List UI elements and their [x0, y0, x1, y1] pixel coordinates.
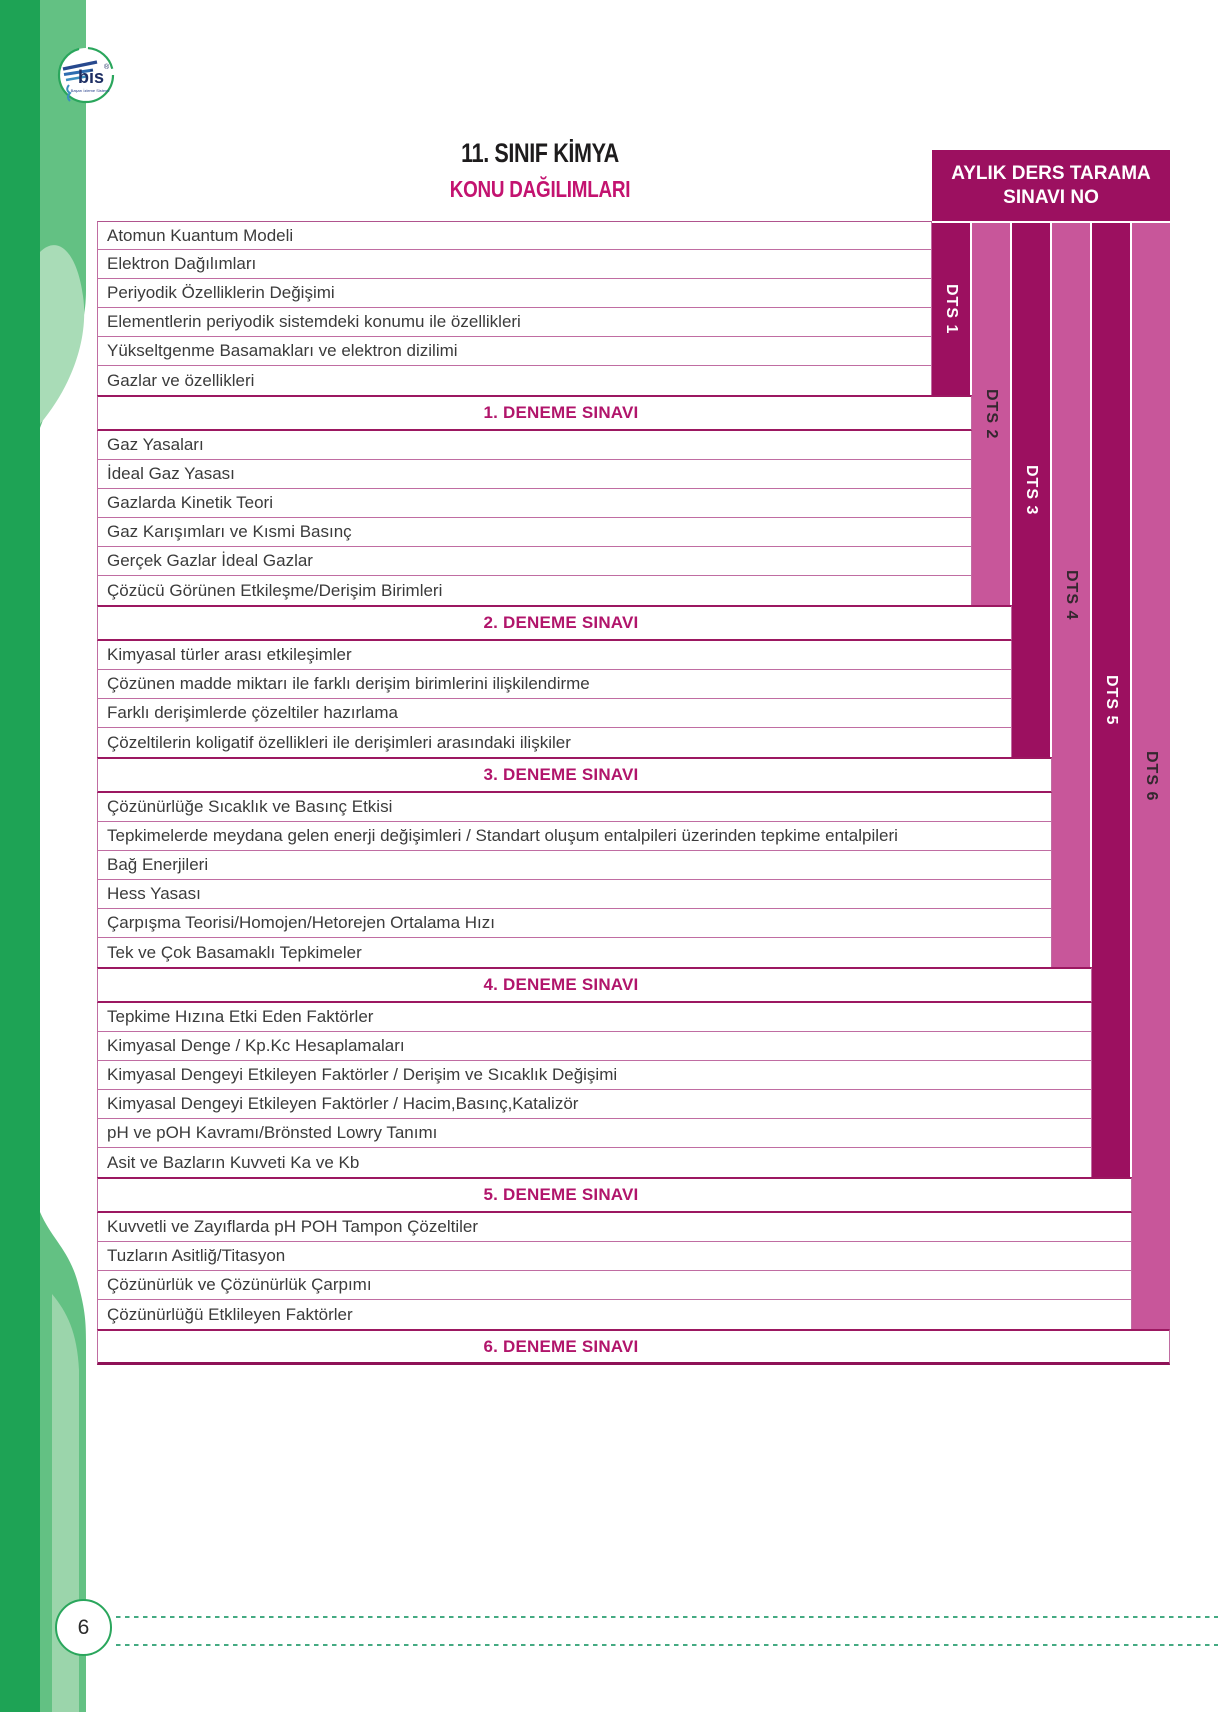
logo-bis-text: bis	[78, 67, 105, 87]
topic-row: Çözünürlük ve Çözünürlük Çarpımı	[97, 1271, 1132, 1300]
topic-row: Çözünürlüğü Etklileyen Faktörler	[97, 1300, 1132, 1329]
exam-row	[97, 1329, 1170, 1365]
topic-row: Bağ Enerjileri	[97, 851, 1052, 880]
dts-column-bar	[932, 223, 970, 395]
topic-row: Tuzların Asitliğ/Titasyon	[97, 1242, 1132, 1271]
page-number-badge	[55, 1599, 112, 1656]
topic-row: Kimyasal Denge / Kp.Kc Hesaplamaları	[97, 1032, 1092, 1061]
topic-row: Kimyasal Dengeyi Etkileyen Faktörler / Derişim ve Sıcaklık Değişimi	[97, 1061, 1092, 1090]
topic-row: Gazlar ve özellikleri	[97, 366, 932, 395]
exam-row	[97, 1177, 1132, 1213]
exam-row-label: 5. DENEME SINAVI	[483, 1185, 639, 1204]
topic-row: Kimyasal türler arası etkileşimler	[97, 641, 1012, 670]
logo-tagline: Başarı İzleme Sistemi	[70, 88, 110, 93]
dts-column-label: DTS 2	[983, 388, 1000, 440]
page-number: 6	[77, 1615, 90, 1639]
topic-row: Hess Yasası	[97, 880, 1052, 909]
exam-row-label: 2. DENEME SINAVI	[483, 613, 639, 632]
topic-row: Gaz Karışımları ve Kısmi Basınç	[97, 518, 972, 547]
topic-row: Tepkime Hızına Etki Eden Faktörler	[97, 1003, 1092, 1032]
topic-row: Çözünürlüğe Sıcaklık ve Basınç Etkisi	[97, 793, 1052, 822]
topic-row: Asit ve Bazların Kuvveti Ka ve Kb	[97, 1148, 1092, 1177]
topic-row: Çarpışma Teorisi/Homojen/Hetorejen Ortalama Hızı	[97, 909, 1052, 938]
dts-column-label: DTS 3	[1023, 464, 1040, 516]
page-subtitle: KONU DAĞILIMLARI	[449, 176, 631, 202]
exam-row	[97, 757, 1052, 793]
exam-row	[97, 967, 1092, 1003]
topic-row: Kuvvetli ve Zayıflarda pH POH Tampon Çözeltiler	[97, 1213, 1132, 1242]
dts-column-label: DTS 4	[1063, 569, 1080, 621]
dts-column-bar	[1092, 223, 1130, 1177]
dts-column-label: DTS 1	[943, 283, 960, 335]
topic-row: Çözeltilerin koligatif özellikleri ile derişimleri arasındaki ilişkiler	[97, 728, 1012, 757]
topic-row: Çözücü Görünen Etkileşme/Derişim Birimleri	[97, 576, 972, 605]
topics-table	[97, 221, 1170, 1365]
topic-row: Periyodik Özelliklerin Değişimi	[97, 279, 932, 308]
bis-logo	[52, 40, 120, 110]
topic-row: Yükseltgenme Basamakları ve elektron dizilimi	[97, 337, 932, 366]
topic-row: Tek ve Çok Basamaklı Tepkimeler	[97, 938, 1052, 967]
exam-row-label: 4. DENEME SINAVI	[483, 975, 639, 994]
topic-row: Gazlarda Kinetik Teori	[97, 489, 972, 518]
sidebar-decoration	[0, 0, 110, 1712]
topic-row: İdeal Gaz Yasası	[97, 460, 972, 489]
topic-row: Atomun Kuantum Modeli	[97, 221, 932, 250]
topic-row: Gerçek Gazlar İdeal Gazlar	[97, 547, 972, 576]
topic-row: Farklı derişimlerde çözeltiler hazırlama	[97, 699, 1012, 728]
dts-column-label: DTS 6	[1143, 750, 1160, 802]
exam-row-label: 6. DENEME SINAVI	[483, 1336, 639, 1356]
exam-row	[97, 395, 972, 431]
exam-header-box	[932, 150, 1170, 221]
dts-column-bar	[1132, 223, 1170, 1329]
topic-row: Elementlerin periyodik sistemdeki konumu ile özellikleri	[97, 308, 932, 337]
topic-row: Tepkimelerde meydana gelen enerji değişimleri / Standart oluşum entalpileri üzerinden tepkime entalpileri	[97, 822, 1052, 851]
logo-reg-mark: ®	[104, 64, 110, 71]
dts-column-bar	[972, 223, 1010, 605]
topic-row: Elektron Dağılımları	[97, 250, 932, 279]
exam-header-line1: AYLIK DERS TARAMA	[951, 162, 1151, 184]
topic-row: pH ve pOH Kavramı/Brönsted Lowry Tanımı	[97, 1119, 1092, 1148]
topic-row: Gaz Yasaları	[97, 431, 972, 460]
topic-row: Kimyasal Dengeyi Etkileyen Faktörler / Hacim,Basınç,Katalizör	[97, 1090, 1092, 1119]
dts-column-bar	[1012, 223, 1050, 757]
exam-row-label: 3. DENEME SINAVI	[483, 765, 639, 784]
exam-row-label: 1. DENEME SINAVI	[483, 403, 639, 422]
exam-header-line2: SINAVI NO	[1003, 186, 1099, 208]
page-title: 11. SINIF KİMYA	[461, 138, 619, 168]
topic-row: Çözünen madde miktarı ile farklı derişim birimlerini ilişkilendirme	[97, 670, 1012, 699]
footer-dashed-lines	[0, 1600, 1218, 1660]
dts-column-label: DTS 5	[1103, 674, 1120, 726]
dts-column-bar	[1052, 223, 1090, 967]
exam-row	[97, 605, 1012, 641]
